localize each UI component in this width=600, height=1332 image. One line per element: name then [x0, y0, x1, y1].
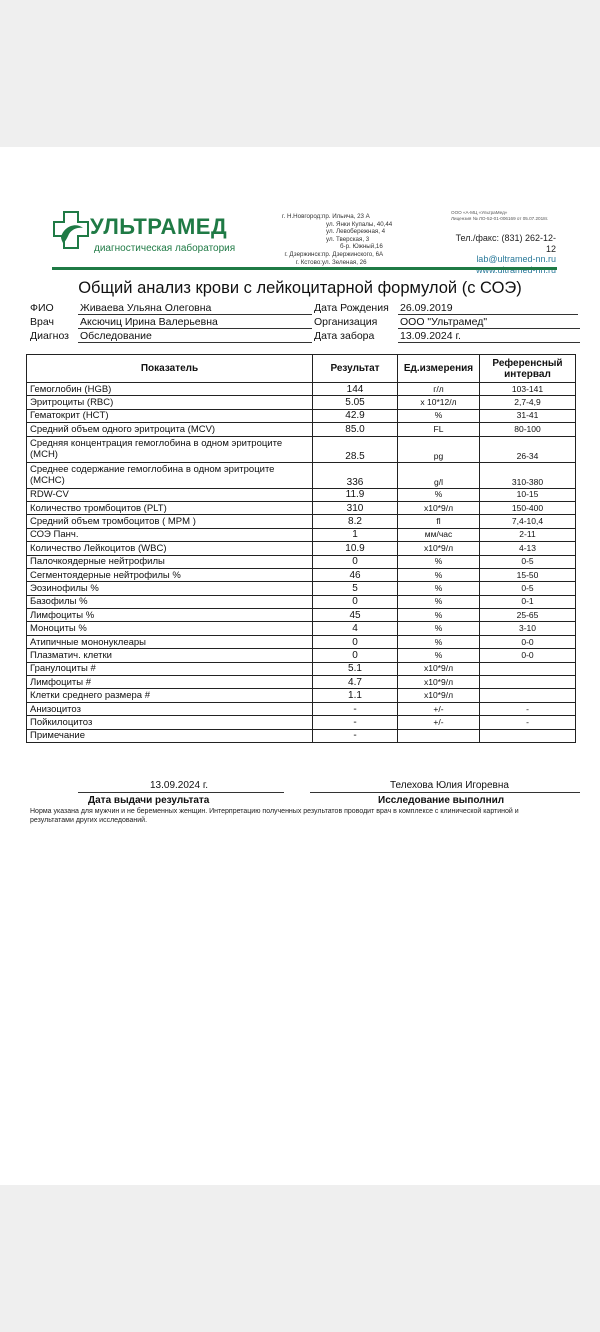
- lab-report-page: [0, 147, 600, 1185]
- reference-cell: 2-11: [480, 528, 576, 541]
- result-cell: 5.1: [313, 662, 398, 675]
- unit-cell: pg: [398, 436, 480, 462]
- indicator-cell: Лимфоциты %: [27, 609, 313, 622]
- unit-cell: fl: [398, 515, 480, 528]
- license-number: Лицензия № ЛО-52-01-006169 от 05.07.2018г.: [451, 216, 549, 221]
- org-label: Организация: [314, 316, 378, 328]
- reference-cell: 4-13: [480, 542, 576, 555]
- table-row: [27, 488, 576, 501]
- col-header-result: Результат: [313, 355, 398, 383]
- doctor-value: Аксючиц Ирина Валерьевна: [80, 316, 218, 328]
- indicator-cell: Моноциты %: [27, 622, 313, 635]
- reference-cell: 80-100: [480, 423, 576, 436]
- brand-name: УЛЬТРАМЕД: [90, 214, 228, 239]
- indicator-cell: Средний объем одного эритроцита (MCV): [27, 423, 313, 436]
- indicator-cell: Гематокрит (HCT): [27, 409, 313, 422]
- performer-caption: Исследование выполнил: [378, 795, 505, 806]
- indicator-cell: Среднее содержание гемоглобина в одном эритроците (MCHC): [27, 462, 313, 488]
- table-row: [27, 423, 576, 436]
- indicator-cell: Лимфоциты #: [27, 676, 313, 689]
- license-org: ООО «А-МЦ «УльтраМед»: [451, 210, 508, 215]
- unit-cell: %: [398, 635, 480, 648]
- table-row: [27, 555, 576, 568]
- table-row: [27, 383, 576, 396]
- table-row: [27, 528, 576, 541]
- result-cell: 11.9: [313, 488, 398, 501]
- reference-cell: -: [480, 702, 576, 715]
- table-row: [27, 595, 576, 608]
- table-row: [27, 649, 576, 662]
- unit-cell: %: [398, 622, 480, 635]
- reference-cell: 15-50: [480, 568, 576, 581]
- table-row: [27, 409, 576, 422]
- address-line: пр. Ильича, 23 А: [322, 213, 370, 220]
- reference-cell: 310-380: [480, 462, 576, 488]
- city-kstovo: г. Кстово:: [295, 258, 322, 266]
- unit-cell: x10*9/л: [398, 542, 480, 555]
- fio-label: ФИО: [30, 302, 54, 314]
- reference-cell: 0-5: [480, 582, 576, 595]
- unit-cell: %: [398, 649, 480, 662]
- table-row: [27, 609, 576, 622]
- result-cell: 28.5: [313, 436, 398, 462]
- unit-cell: %: [398, 555, 480, 568]
- doctor-label: Врач: [30, 316, 54, 328]
- indicator-cell: Средняя концентрация гемоглобина в одном эритроците (MCH): [27, 436, 313, 462]
- result-cell: 310: [313, 501, 398, 514]
- address-line: ул. Зеленая, 26: [322, 258, 367, 266]
- unit-cell: +/-: [398, 702, 480, 715]
- unit-cell: [398, 729, 480, 742]
- result-cell: 0: [313, 555, 398, 568]
- disclaimer-note: Норма указана для мужчин и не беременных женщин. Интерпретацию полученных результатов проводит врач в комплексе с клинической картиной и результатами других исследований.: [30, 808, 519, 824]
- org-value: ООО "Ультрамед": [400, 316, 488, 328]
- result-cell: 46: [313, 568, 398, 581]
- reference-cell: 103-141: [480, 383, 576, 396]
- table-row: [27, 662, 576, 675]
- birth-value: 26.09.2019: [400, 302, 453, 314]
- table-row: [27, 676, 576, 689]
- city-dzerzhinsk: г. Дзержинск:: [284, 250, 322, 258]
- table-row: [27, 635, 576, 648]
- result-cell: 85.0: [313, 423, 398, 436]
- phone: Тел./факс: (831) 262-12-12: [455, 233, 556, 254]
- indicator-cell: Пойкилоцитоз: [27, 716, 313, 729]
- indicator-cell: Плазматич. клетки: [27, 649, 313, 662]
- reference-cell: -: [480, 716, 576, 729]
- reference-cell: 0-0: [480, 635, 576, 648]
- result-cell: -: [313, 729, 398, 742]
- table-row: [27, 462, 576, 488]
- unit-cell: x 10*12/л: [398, 396, 480, 409]
- report-title: Общий анализ крови с лейкоцитарной формулой (с СОЭ): [78, 279, 522, 297]
- fio-value: Живаева Ульяна Олеговна: [80, 302, 212, 314]
- indicator-cell: Гранулоциты #: [27, 662, 313, 675]
- table-row: [27, 436, 576, 462]
- result-cell: 0: [313, 649, 398, 662]
- result-cell: 4.7: [313, 676, 398, 689]
- unit-cell: г/л: [398, 383, 480, 396]
- address-cities: [268, 213, 322, 266]
- table-row: [27, 716, 576, 729]
- table-row: [27, 396, 576, 409]
- result-cell: 5: [313, 582, 398, 595]
- unit-cell: %: [398, 582, 480, 595]
- patient-info: [28, 301, 580, 343]
- reference-cell: 0-0: [480, 649, 576, 662]
- date-label: Дата забора: [314, 330, 375, 342]
- address-line: ул. Тверская, 3: [326, 235, 370, 243]
- indicator-cell: Атипичные мононуклеары: [27, 635, 313, 648]
- address-line: пр. Дзержинского, 6А: [322, 250, 384, 258]
- result-cell: 10.9: [313, 542, 398, 555]
- reference-cell: [480, 689, 576, 702]
- indicator-cell: Сегментоядерные нейтрофилы %: [27, 568, 313, 581]
- indicator-cell: Клетки среднего размера #: [27, 689, 313, 702]
- indicator-cell: Количество Лейкоцитов (WBC): [27, 542, 313, 555]
- result-cell: 336: [313, 462, 398, 488]
- unit-cell: %: [398, 595, 480, 608]
- birth-label: Дата Рождения: [314, 302, 389, 314]
- table-header-row: [27, 355, 576, 383]
- unit-cell: %: [398, 609, 480, 622]
- reference-cell: 10-15: [480, 488, 576, 501]
- reference-cell: 2,7-4,9: [480, 396, 576, 409]
- info-row-fio: [28, 301, 580, 315]
- col-header-reference: Референсный интервал: [480, 355, 576, 383]
- unit-cell: %: [398, 568, 480, 581]
- indicator-cell: Средний объем тромбоцитов ( MPM ): [27, 515, 313, 528]
- table-row: [27, 729, 576, 742]
- result-cell: 5.05: [313, 396, 398, 409]
- header-divider: [52, 267, 557, 270]
- result-cell: 1: [313, 528, 398, 541]
- city-nn: г. Н.Новгород:: [282, 213, 322, 220]
- unit-cell: g/l: [398, 462, 480, 488]
- reference-cell: 31-41: [480, 409, 576, 422]
- email-link[interactable]: lab@ultramed-nn.ru: [476, 254, 556, 264]
- unit-cell: x10*9/л: [398, 689, 480, 702]
- unit-cell: FL: [398, 423, 480, 436]
- unit-cell: %: [398, 409, 480, 422]
- reference-cell: [480, 729, 576, 742]
- indicator-cell: СОЭ Панч.: [27, 528, 313, 541]
- result-cell: 0: [313, 595, 398, 608]
- unit-cell: +/-: [398, 716, 480, 729]
- col-header-unit: Ед.измерения: [398, 355, 480, 383]
- reference-cell: 26-34: [480, 436, 576, 462]
- result-cell: 4: [313, 622, 398, 635]
- report-header: [0, 147, 600, 269]
- info-row-doctor: [28, 315, 580, 329]
- table-row: [27, 501, 576, 514]
- indicator-cell: Количество тромбоцитов (PLT): [27, 501, 313, 514]
- ultramed-logo: [52, 210, 262, 260]
- reference-cell: 150-400: [480, 501, 576, 514]
- indicator-cell: Базофилы %: [27, 595, 313, 608]
- brand-subtitle: диагностическая лаборатория: [94, 243, 236, 254]
- info-row-diagnosis: [28, 329, 580, 343]
- license-info: [451, 210, 548, 222]
- address-line: б-р. Южный,16: [340, 243, 383, 251]
- reference-cell: 0-1: [480, 595, 576, 608]
- table-row: [27, 702, 576, 715]
- unit-cell: %: [398, 488, 480, 501]
- table-row: [27, 582, 576, 595]
- indicator-cell: RDW-CV: [27, 488, 313, 501]
- address-line: ул. Левобережная, 4: [326, 228, 386, 236]
- indicator-cell: Эритроциты (RBC): [27, 396, 313, 409]
- date-value: 13.09.2024 г.: [400, 330, 461, 342]
- indicator-cell: Примечание: [27, 729, 313, 742]
- indicator-cell: Эозинофилы %: [27, 582, 313, 595]
- table-row: [27, 568, 576, 581]
- results-table: [26, 354, 576, 743]
- result-cell: 45: [313, 609, 398, 622]
- reference-cell: 25-65: [480, 609, 576, 622]
- indicator-cell: Палочкоядерные нейтрофилы: [27, 555, 313, 568]
- reference-cell: [480, 662, 576, 675]
- reference-cell: 0-5: [480, 555, 576, 568]
- unit-cell: x10*9/л: [398, 662, 480, 675]
- unit-cell: мм/час: [398, 528, 480, 541]
- unit-cell: x10*9/л: [398, 676, 480, 689]
- indicator-cell: Анизоцитоз: [27, 702, 313, 715]
- table-body: [27, 383, 576, 743]
- table-row: [27, 622, 576, 635]
- table-row: [27, 689, 576, 702]
- diag-value: Обследование: [80, 330, 152, 342]
- reference-cell: [480, 676, 576, 689]
- result-cell: 42.9: [313, 409, 398, 422]
- reference-cell: 3-10: [480, 622, 576, 635]
- reference-cell: 7,4-10,4: [480, 515, 576, 528]
- col-header-indicator: Показатель: [27, 355, 313, 383]
- table-row: [27, 515, 576, 528]
- result-cell: 1.1: [313, 689, 398, 702]
- address-streets: [322, 213, 392, 266]
- result-cell: 144: [313, 383, 398, 396]
- unit-cell: x10*9/л: [398, 501, 480, 514]
- result-cell: 0: [313, 635, 398, 648]
- dolphin-cross-icon: [52, 210, 90, 250]
- issue-date: 13.09.2024 г.: [150, 780, 209, 791]
- result-cell: 8.2: [313, 515, 398, 528]
- result-cell: -: [313, 702, 398, 715]
- issue-date-caption: Дата выдачи результата: [88, 795, 210, 806]
- performer-name: Телехова Юлия Игоревна: [390, 780, 509, 791]
- result-cell: -: [313, 716, 398, 729]
- diag-label: Диагноз: [30, 330, 69, 342]
- address-line: ул. Янки Купалы, 40,44: [326, 220, 393, 228]
- indicator-cell: Гемоглобин (HGB): [27, 383, 313, 396]
- table-row: [27, 542, 576, 555]
